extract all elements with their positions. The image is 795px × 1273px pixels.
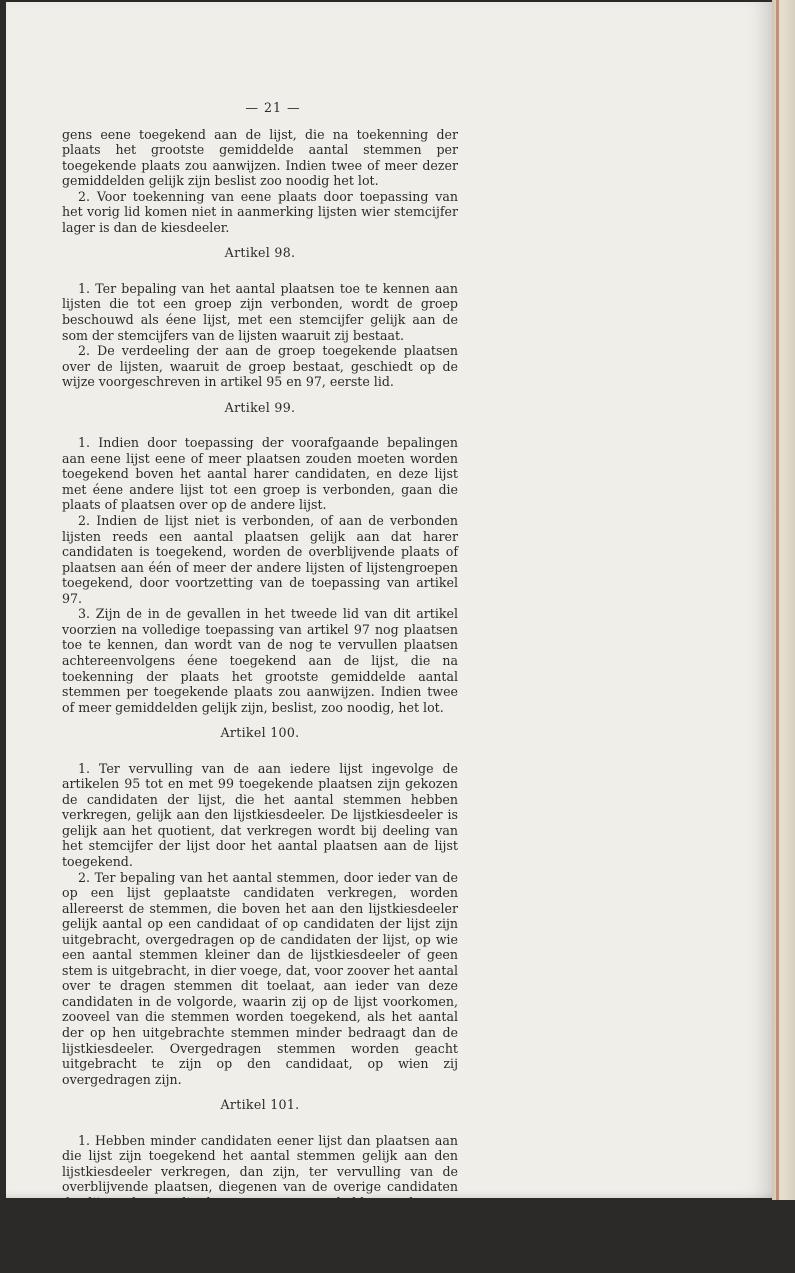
paragraph: 1. Ter vervulling van de aan iedere lijst ingevolge de artikelen 95 tot en met 99 toegekende plaatsen zijn gekozen de candidaten der lijst, die het aantal stemmen hebben verkregen, gelijk aan den lijstkiesdeeler. De lijstkiesdeeler is gelijk aan het quotient, dat verkregen wordt bij deeling van het stemcijfer der lijst door het aantal plaatsen aan de lijst toegekend. xyxy=(62,760,458,869)
page-number: — 21 — xyxy=(245,100,301,115)
paragraph: 3. Zijn de in de gevallen in het tweede lid van dit artikel voorzien na volledige toepassing van artikel 97 nog plaatsen toe te kennen, dan wordt van de nog te vervullen plaatsen achtereenvolgens éene toegekend aan de lijst, die na toekenning der plaats het grootste gemiddelde aantal stemmen per toegekende plaats zou aanwijzen. Indien twee of meer gemiddelden gelijk zijn, beslist, zoo noodig, het lot. xyxy=(62,606,458,715)
article-heading: Artikel 99. xyxy=(224,399,296,415)
paragraph: 2. Indien de lijst niet is verbonden, of aan de verbonden lijsten reeds een aantal plaatsen gelijk aan dat harer candidaten is toegekend, worden de overblijvende plaats of plaatsen aan één of meer der andere lijsten of lijstengroepen toegekend, door voortzetting van de toepassing van artikel 97. xyxy=(62,513,458,606)
paragraph: 1. Indien door toepassing der voorafgaande bepalingen aan eene lijst eene of meer plaatsen zouden moeten worden toegekend boven het aantal harer candidaten, en deze lijst met éene andere lijst tot een groep is verbonden, gaan die plaats of plaatsen over op de andere lijst. xyxy=(62,435,458,513)
page-text xyxy=(62,100,458,1273)
article-heading: Artikel 100. xyxy=(220,725,300,741)
paragraph: 2. Voor toekenning van eene plaats door toepassing van het vorig lid komen niet in aanmerking lijsten wier stemcijfer lager is dan de kiesdeeler. xyxy=(62,188,458,235)
paragraph: 1. Hebben minder candidaten eener lijst dan plaatsen aan die lijst zijn toegekend het aantal stemmen gelijk aan den lijstkiesdeeler verkregen, dan zijn, ter vervulling van de overblijvende plaatsen, diegenen van de overige candidaten der lijst gekozen, die de meeste stemmen hebben verkregen, voorzooverdie candidaten een aantal stemmen hebben verkregen grooter dan de helft van den lijstkiesdeeler. Hebben minder candidaten dan aldus plaatsen zijn te vervullen een aantal stemmen verkre- xyxy=(62,1132,458,1273)
paragraph: gens eene toegekend aan de lijst, die na toekenning der plaats het grootste gemiddelde aantal stemmen per toegekende plaats zou aanwijzen. Indien twee of meer dezer gemiddelden gelijk zijn beslist zoo noodig het lot. xyxy=(62,126,458,189)
paragraph: 2. Ter bepaling van het aantal stemmen, door ieder van de op een lijst geplaatste candidaten verkregen, worden allereerst de stemmen, die boven het aan den lijstkiesdeeler gelijk aantal op een candidaat of op candidaten der lijst zijn uitgebracht, overgedragen op de candidaten der lijst, op wie een aantal stemmen kleiner dan de lijstkiesdeeler of geen stem is uitgebracht, in dier voege, dat, voor zoover het aantal over te dragen stemmen dit toelaat, aan ieder van deze candidaten in de volgorde, waarin zij op de lijst voorkomen, zooveel van die stemmen worden toegekend, als het aantal der op hen uitgebrachte stemmen minder bedraagt dan de lijstkiesdeeler. Overgedragen stemmen worden geacht uitgebracht te zijn op den candidaat, op wien zij overgedragen zijn. xyxy=(62,869,458,1087)
article-heading: Artikel 98. xyxy=(224,245,296,261)
page-edge-mark xyxy=(776,0,779,1200)
paragraph: 2. De verdeeling der aan de groep toegekende plaatsen over de lijsten, waaruit de groep bestaat, geschiedt op de wijze voorgeschreven in artikel 95 en 97, eerste lid. xyxy=(62,343,458,390)
paragraph: 1. Ter bepaling van het aantal plaatsen toe te kennen aan lijsten die tot een groep zijn verbonden, wordt de groep beschouwd als éene lijst, met een stemcijfer gelijk aan de som der stemcijfers van de lijsten waaruit zij bestaat. xyxy=(62,280,458,343)
article-heading: Artikel 101. xyxy=(220,1097,300,1113)
